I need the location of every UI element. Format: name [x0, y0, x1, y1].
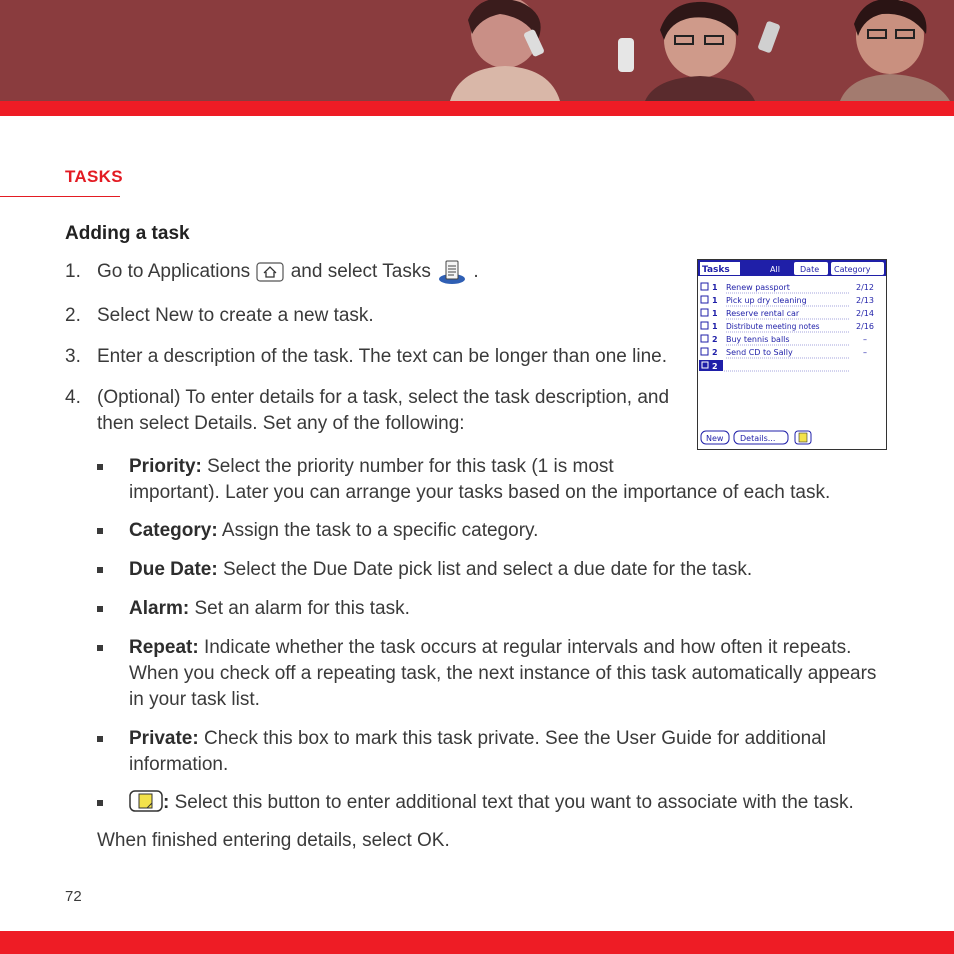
palm-task-priority: 2 [712, 335, 718, 344]
palm-tab-all: All [770, 265, 780, 274]
page-heading: Adding a task [65, 223, 190, 244]
bullet-term: Category: [129, 520, 218, 541]
section-rule [0, 196, 120, 197]
bullet-line-1: Check this box to mark this task private. See the User Guide for additional [198, 728, 826, 749]
palm-new-button: New [706, 434, 724, 443]
palm-task-priority: 2 [712, 362, 718, 371]
bullet-line-1: Indicate whether the task occurs at regular intervals and how often it repeats. [198, 637, 852, 658]
bullet-line-2: important). Later you can arrange your tasks based on the importance of each task. [129, 482, 831, 503]
palm-task-priority: 1 [712, 322, 718, 331]
tasks-app-icon [436, 259, 468, 285]
header-banner [0, 0, 954, 101]
palm-title: Tasks [702, 265, 730, 275]
bullet-line-2: information. [129, 754, 229, 775]
bullet-text [129, 635, 889, 713]
bullet-line-1: Select the priority number for this task (1 is most [201, 456, 614, 477]
bullet-term: Repeat: [129, 637, 199, 658]
tasks-screen-image [697, 259, 887, 450]
step-number: 3. [65, 346, 81, 367]
bullet-square-icon [97, 736, 103, 742]
palm-task-desc: Pick up dry cleaning [726, 296, 807, 305]
palm-tab-date: Date [800, 265, 820, 274]
note-button-icon [129, 789, 163, 813]
palm-task-due: – [863, 348, 867, 357]
palm-task-priority: 1 [712, 309, 718, 318]
step-1-text-middle: and select Tasks [290, 261, 431, 283]
bullet-text [129, 454, 889, 506]
bullet-term: Alarm: [129, 598, 190, 619]
bullet-text [129, 790, 889, 816]
bullet-alarm [97, 596, 887, 624]
applications-home-icon [255, 260, 285, 284]
bullet-square-icon [97, 567, 103, 573]
step-text: Select New to create a new task. [97, 305, 374, 326]
step-2 [65, 303, 665, 331]
palm-details-button: Details... [740, 434, 776, 443]
closing-text: When finished entering details, select OK. [97, 830, 450, 851]
palm-task-priority: 1 [712, 283, 718, 292]
bullet-term: Due Date: [129, 559, 218, 580]
palm-task-due: 2/12 [856, 283, 874, 292]
step-3 [65, 344, 685, 372]
step-text [97, 385, 669, 437]
palm-task-desc: Reserve rental car [726, 309, 800, 318]
bullet-line-1: Assign the task to a specific category. [217, 520, 539, 541]
palm-task-priority: 2 [712, 348, 718, 357]
page-number: 72 [65, 888, 82, 905]
step-1-text-after: . [473, 261, 479, 283]
bullet-priority [97, 454, 887, 508]
section-label: TASKS [65, 167, 123, 186]
palm-task-desc: Renew passport [726, 283, 790, 292]
bullet-line-1: Select this button to enter additional text that you want to associate with the task. [169, 792, 854, 813]
step-4-line-2: then select Details. Set any of the following: [97, 413, 465, 434]
bullet-private [97, 726, 887, 780]
bullet-term: Priority: [129, 456, 202, 477]
step-1-text-before: Go to Applications [97, 261, 251, 283]
bullet-line-1: Set an alarm for this task. [189, 598, 410, 619]
step-text: Enter a description of the task. The text can be longer than one line. [97, 346, 668, 367]
tasks-screen-drawing [698, 260, 886, 449]
palm-task-desc: Buy tennis balls [726, 335, 790, 344]
bullet-square-icon [97, 645, 103, 651]
bullet-term: Private: [129, 728, 199, 749]
bullet-text [129, 518, 889, 544]
palm-task-due: – [863, 335, 867, 344]
step-4-line-1: (Optional) To enter details for a task, select the task description, and [97, 387, 670, 408]
bullet-square-icon [97, 464, 103, 470]
step-number: 2. [65, 305, 81, 326]
step-text [97, 259, 479, 285]
bullet-line-3: in your task list. [129, 689, 260, 710]
bullet-line-2: When you check off a repeating task, the next instance of this task automatically appears [129, 663, 877, 684]
bullet-due-date [97, 557, 887, 585]
palm-task-desc: Distribute meeting notes [726, 322, 820, 331]
bullet-repeat [97, 635, 887, 715]
palm-task-due: 2/14 [856, 309, 874, 318]
bullet-square-icon [97, 606, 103, 612]
people-on-phones-photo [420, 0, 954, 101]
bullet-note [97, 790, 887, 818]
bullet-text [129, 596, 889, 622]
palm-task-desc: Send CD to Sally [726, 348, 793, 357]
bullet-square-icon [97, 800, 103, 806]
palm-task-priority: 1 [712, 296, 718, 305]
palm-task-due: 2/13 [856, 296, 874, 305]
palm-task-due: 2/16 [856, 322, 874, 331]
header-red-rule [0, 101, 954, 116]
step-1 [65, 259, 665, 287]
bullet-term: : [163, 792, 170, 813]
step-number: 1. [65, 261, 81, 282]
palm-tab-category: Category [834, 265, 871, 274]
step-number: 4. [65, 387, 81, 408]
footer-red-rule [0, 931, 954, 954]
bullet-square-icon [97, 528, 103, 534]
bullet-text [129, 726, 889, 778]
bullet-text [129, 557, 889, 583]
bullet-category [97, 518, 887, 546]
bullet-line-1: Select the Due Date pick list and select a due date for the task. [217, 559, 753, 580]
step-4 [65, 385, 685, 439]
